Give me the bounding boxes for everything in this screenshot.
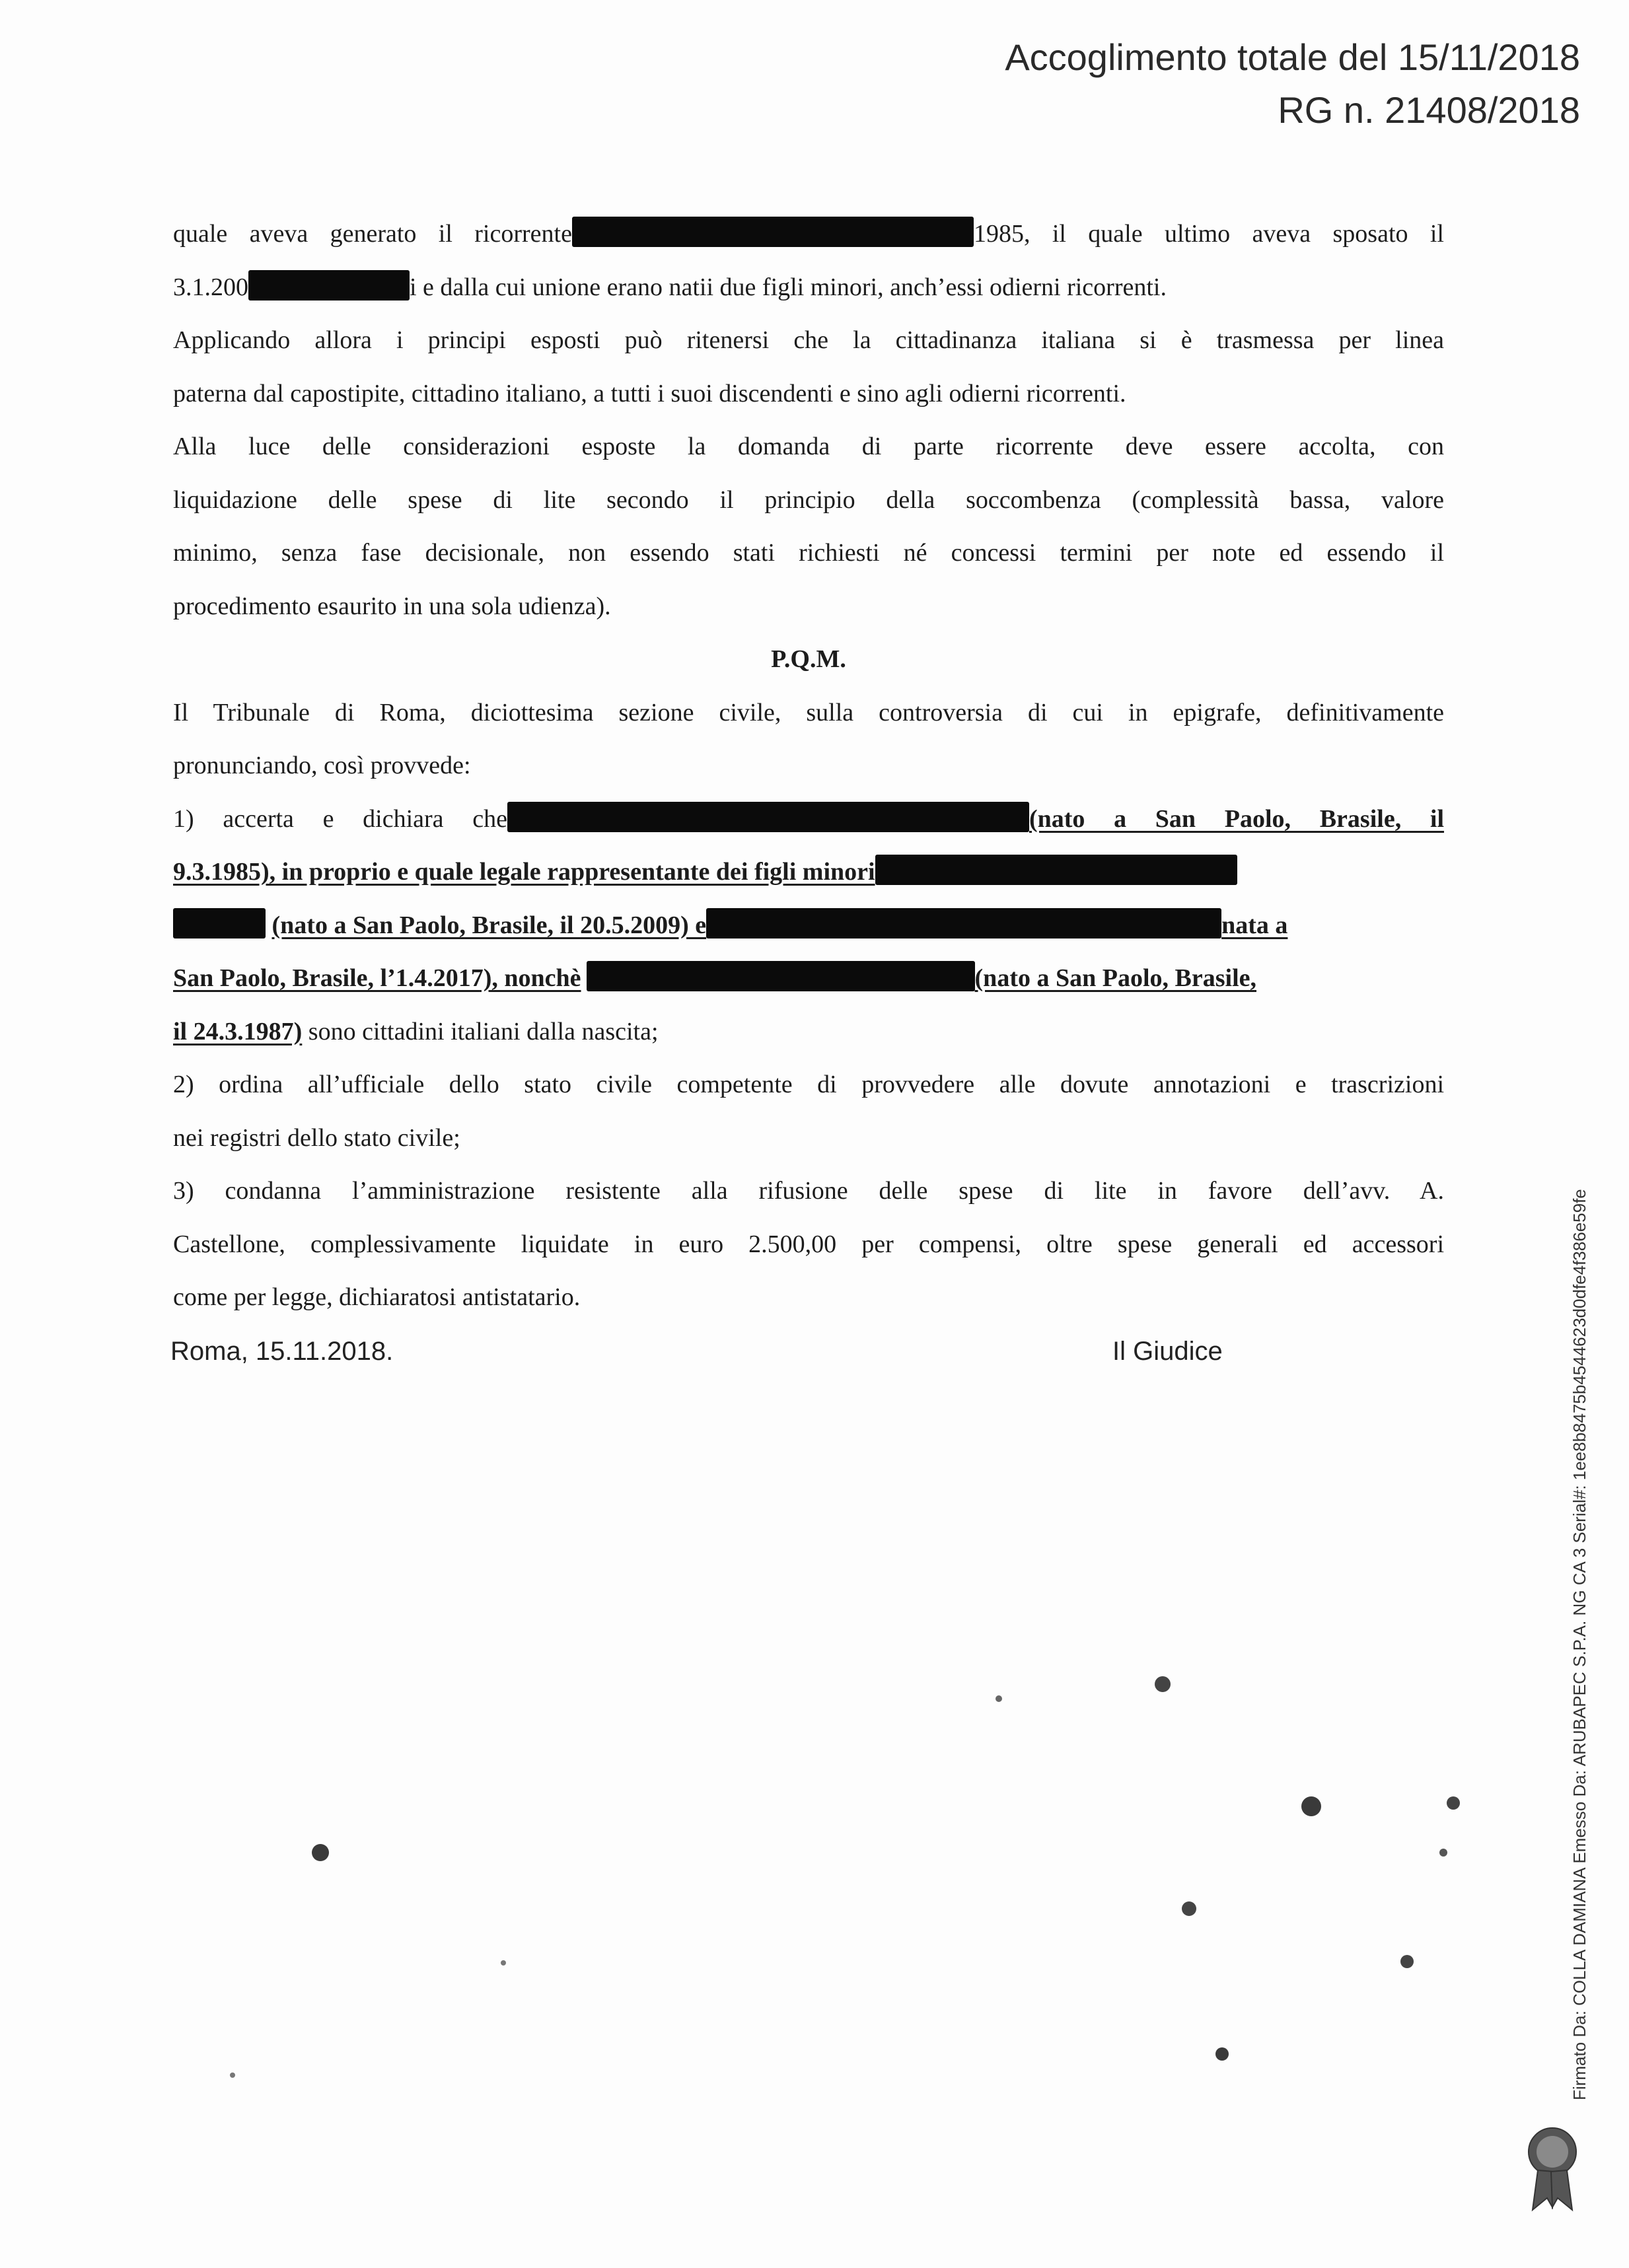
text-fragment: sono cittadini italiani dalla nascita;	[302, 1017, 659, 1045]
speck-mark	[304, 1836, 337, 1869]
text-fragment: nata a	[1221, 911, 1288, 939]
text-line: pronunciando, così provvede:	[173, 752, 471, 779]
filing-status-stamp: Accoglimento totale del 15/11/2018	[1005, 36, 1580, 78]
redaction-block	[875, 855, 1237, 885]
text-line: paterna dal capostipite, cittadino italiano, a tutti i suoi discendenti e sino agli odierni ricorrenti.	[173, 379, 1126, 408]
speck-mark	[1149, 1671, 1176, 1697]
text-fragment: (nato a San Paolo, Brasile, il 20.5.2009) e	[272, 911, 707, 939]
text-fragment: 9.3.1985), in proprio e quale legale rappresentante dei figli minori	[173, 858, 875, 886]
judge-label: Il Giudice	[1112, 1337, 1223, 1366]
text-line	[173, 207, 1444, 261]
text-line: Il Tribunale di Roma, diciottesima sezione civile, sulla controversia di cui in epigrafe, definitivamente	[173, 698, 1444, 726]
text-fragment: 1) accerta e dichiara che	[173, 804, 507, 833]
text-line: procedimento esaurito in una sola udienza).	[173, 592, 611, 620]
text-fragment: 3.1.200	[173, 273, 248, 301]
text-line: 2) ordina all’ufficiale dello stato civile competente di provvedere alle dovute annotazioni e trascrizioni	[173, 1071, 1444, 1098]
text-fragment: quale aveva generato il ricorrente	[173, 220, 572, 248]
text-line: minimo, senza fase decisionale, non essendo stati richiesti né concessi termini per note ed essendo il	[173, 539, 1444, 567]
text-line	[173, 1005, 1444, 1059]
speck-mark	[495, 1955, 511, 1971]
redaction-block	[706, 908, 1221, 939]
text-fragment: il 24.3.1987)	[173, 1017, 303, 1045]
document-body	[173, 207, 1444, 1324]
text-line: nei registri dello stato civile;	[173, 1123, 460, 1152]
seal-icon	[1513, 2120, 1592, 2213]
text-line	[173, 261, 1444, 314]
text-fragment: i e dalla cui unione erano natii due figli minori, anch’essi odierni ricorrenti.	[410, 273, 1167, 301]
text-line: Castellone, complessivamente liquidate in euro 2.500,00 per compensi, oltre spese generali ed accessori	[173, 1230, 1444, 1258]
speck-mark	[1209, 2041, 1235, 2067]
text-line: Applicando allora i principi esposti può ritenersi che la cittadinanza italiana si è trasmessa per linea	[173, 326, 1444, 354]
place-date: Roma, 15.11.2018.	[170, 1337, 394, 1366]
speck-mark	[991, 1691, 1007, 1707]
text-fragment: San Paolo, Brasile, l’1.4.2017), nonchè	[173, 964, 581, 992]
text-line	[173, 952, 1444, 1005]
section-heading-pqm: P.Q.M.	[771, 645, 846, 673]
text-line: liquidazione delle spese di lite secondo il principio della soccombenza (complessità bassa, valore	[173, 485, 1444, 514]
text-line	[173, 793, 1444, 846]
speck-mark	[1295, 1790, 1328, 1823]
text-line	[173, 845, 1444, 899]
speck-mark	[1440, 1790, 1466, 1816]
text-line	[173, 899, 1444, 952]
redaction-block	[507, 802, 1029, 832]
redaction-block	[572, 217, 974, 247]
text-line: 3) condanna l’amministrazione resistente alla rifusione delle spese di lite in favore dell’avv. A.	[173, 1177, 1444, 1205]
text-line: come per legge, dichiaratosi antistatario.	[173, 1283, 581, 1311]
speck-mark	[1176, 1896, 1202, 1922]
case-number-stamp: RG n. 21408/2018	[1278, 89, 1580, 131]
text-line: Alla luce delle considerazioni esposte la domanda di parte ricorrente deve essere accolta, con	[173, 433, 1444, 460]
digital-signature-stamp: Firmato Da: COLLA DAMIANA Emesso Da: ARUBAPEC S.P.A. NG CA 3 Serial#: 1ee8b8475b4544623d0dfe4f386e59fe	[1570, 1189, 1589, 2100]
text-fragment: (nato a San Paolo, Brasile,	[974, 964, 1256, 992]
redaction-block	[173, 908, 266, 939]
redaction-block	[248, 270, 410, 301]
text-fragment: (nato a San Paolo, Brasile, il	[1029, 804, 1444, 833]
speck-mark	[1394, 1948, 1420, 1975]
redaction-block	[587, 961, 975, 991]
speck-mark	[1433, 1843, 1453, 1862]
speck-mark	[225, 2067, 240, 2083]
text-fragment: 1985, il quale ultimo aveva sposato il	[973, 220, 1444, 248]
